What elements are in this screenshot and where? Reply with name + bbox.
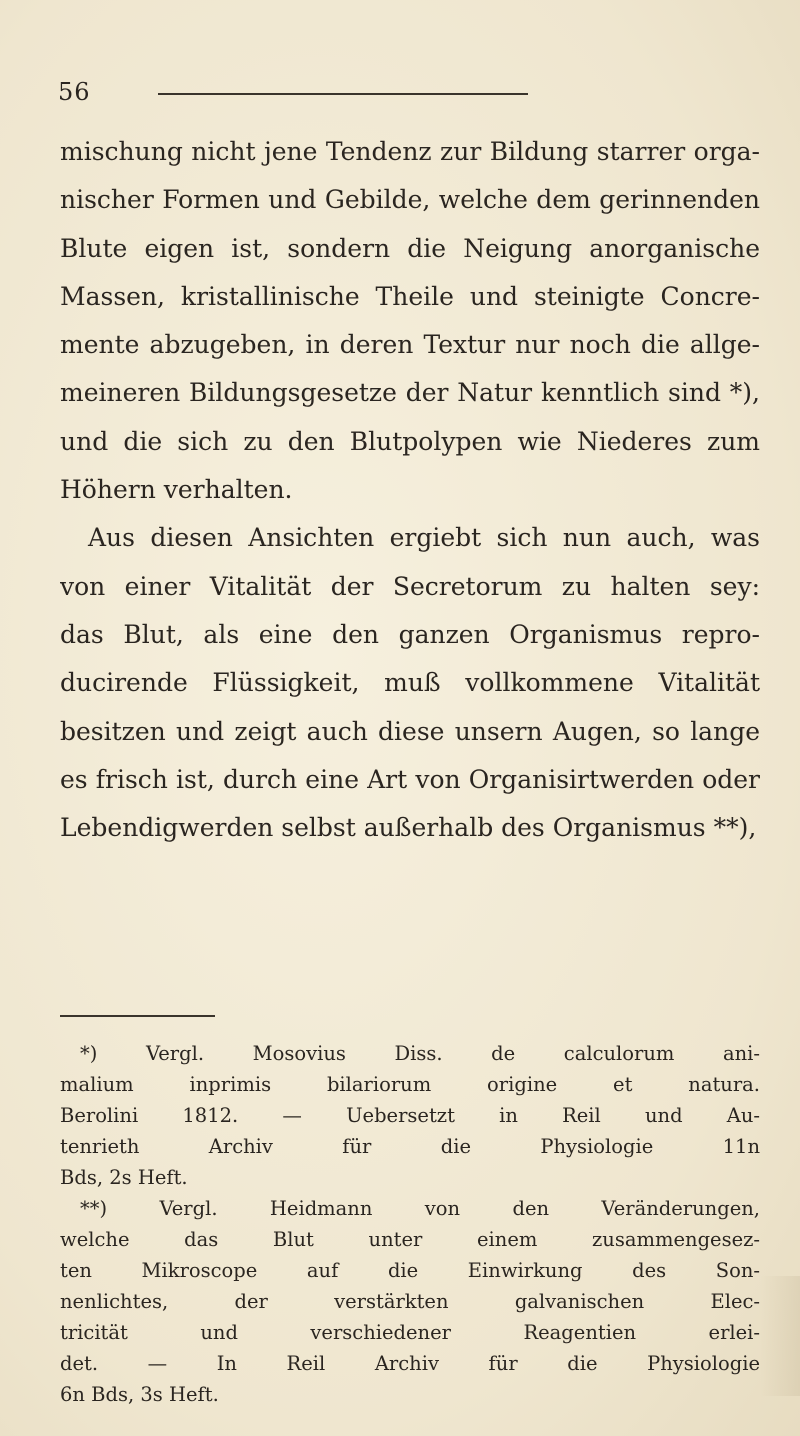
footnote-1: [60, 1038, 760, 1193]
page-number: 56: [58, 78, 91, 106]
body-line: von einer Vitalität der Secretorum zu halten sey:: [60, 571, 760, 601]
body-line: meineren Bildungsgesetze der Natur kenntlich sind *),: [60, 378, 760, 408]
body-line: nischer Formen und Gebilde, welche dem gerinnenden: [60, 185, 760, 215]
footnote-rule: [60, 1015, 215, 1017]
body-line: Lebendigwerden selbst außerhalb des Organismus **),: [60, 813, 757, 843]
body-line: mente abzugeben, in deren Textur nur noch die allge-: [60, 330, 760, 360]
body-line: mischung nicht jene Tendenz zur Bildung starrer orga-: [60, 137, 760, 166]
body-line: besitzen und zeigt auch diese unsern Augen, so lange: [60, 716, 760, 746]
footnote-line: 6n Bds, 3s Heft.: [60, 1383, 219, 1406]
body-line: Massen, kristallinische Theile und steinigte Concre-: [60, 281, 760, 311]
footnote-line: Berolini 1812. — Uebersetzt in Reil und Au-: [60, 1104, 760, 1127]
body-line: das Blut, als eine den ganzen Organismus repro-: [60, 619, 760, 649]
body-line: es frisch ist, durch eine Art von Organisirtwerden oder: [60, 764, 760, 794]
body-text: [60, 128, 760, 852]
page-header: [58, 78, 478, 108]
footnote-line: tricität und verschiedener Reagentien erlei-: [60, 1321, 760, 1344]
footnote-line: malium inprimis bilariorum origine et natura.: [60, 1073, 760, 1096]
body-line: Aus diesen Ansichten ergiebt sich nun auch, was: [88, 523, 760, 553]
footnote-line: Bds, 2s Heft.: [60, 1166, 188, 1189]
footnote-line: ten Mikroscope auf die Einwirkung des Son-: [60, 1259, 760, 1282]
footnote-line: det. — In Reil Archiv für die Physiologie: [60, 1352, 760, 1375]
body-line: ducirende Flüssigkeit, muß vollkommene Vitalität: [60, 668, 760, 698]
body-line: und die sich zu den Blutpolypen wie Niederes zum: [60, 426, 760, 456]
paper-edge-stain: [760, 1276, 800, 1396]
footnote-line: welche das Blut unter einem zusammengesez-: [60, 1228, 760, 1251]
footnote-line: **) Vergl. Heidmann von den Veränderungen,: [80, 1197, 760, 1220]
footnote-line: *) Vergl. Mosovius Diss. de calculorum ani-: [80, 1042, 760, 1065]
body-line: Blute eigen ist, sondern die Neigung anorganische: [60, 233, 760, 263]
footnotes: [60, 1038, 760, 1410]
body-line: Höhern verhalten.: [60, 475, 293, 505]
header-rule: [158, 93, 528, 95]
footnote-line: tenrieth Archiv für die Physiologie 11n: [60, 1135, 760, 1158]
footnote-line: nenlichtes, der verstärkten galvanischen Elec-: [60, 1290, 760, 1313]
footnote-2: [60, 1193, 760, 1410]
